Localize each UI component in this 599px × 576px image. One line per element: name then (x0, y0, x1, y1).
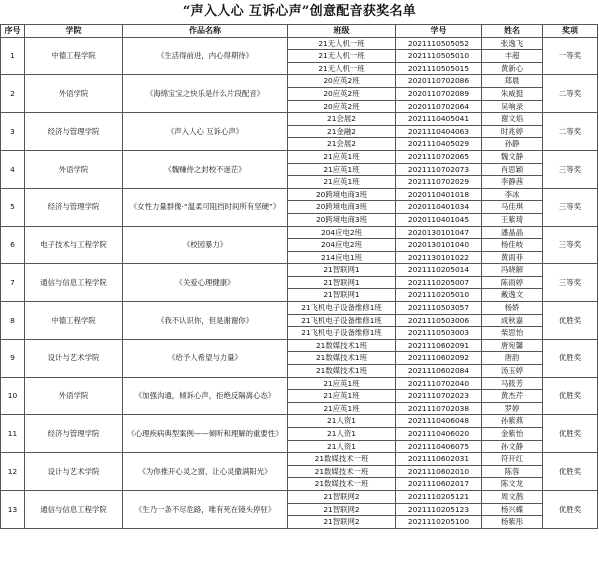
prize-cell: 二等奖 (543, 113, 598, 151)
student-name-cell: 杨兴蝶 (482, 503, 543, 516)
student-id-cell: 2021110205014 (396, 264, 482, 277)
prize-cell: 优胜奖 (543, 302, 598, 340)
entry-number: 8 (1, 302, 25, 340)
student-name-cell: 陈蓉 (482, 465, 543, 478)
class-cell: 21飞机电子设备维修1班 (288, 327, 396, 340)
class-cell: 21人资1 (288, 440, 396, 453)
work-title-cell: 《生乃一条不尽危路，唯有死在镜头停驻》 (123, 490, 288, 528)
header-cell-class: 班级 (288, 25, 396, 38)
student-name-cell: 成秋嘉 (482, 314, 543, 327)
student-id-cell: 2020110702089 (396, 87, 482, 100)
class-cell: 21数媒技术1班 (288, 352, 396, 365)
student-id-cell: 2020110401018 (396, 188, 482, 201)
table-body (1, 37, 598, 528)
student-id-cell: 2021110503006 (396, 314, 482, 327)
student-id-cell: 2020110702064 (396, 100, 482, 113)
class-cell: 214应电1班 (288, 251, 396, 264)
class-cell: 20应英2班 (288, 100, 396, 113)
student-name-cell: 黄雨菲 (482, 251, 543, 264)
class-cell: 21飞机电子设备维修1班 (288, 302, 396, 315)
work-title-cell: 《女性力量群像·“温柔可阻挡时间所有坚硬”》 (123, 188, 288, 226)
entry-number: 1 (1, 37, 25, 75)
prize-cell: 优胜奖 (543, 339, 598, 377)
work-title-cell: 《魏赚侍之封校不迷茫》 (123, 150, 288, 188)
student-name-cell: 丰超 (482, 50, 543, 63)
student-name-cell: 李静茜 (482, 176, 543, 189)
student-name-cell: 吴响录 (482, 100, 543, 113)
student-name-cell: 时兆婷 (482, 125, 543, 138)
class-cell: 21人资1 (288, 428, 396, 441)
table-row (1, 113, 598, 126)
work-title-cell: 《声入人心 互诉心声》 (123, 113, 288, 151)
student-name-cell: 戴逸文 (482, 289, 543, 302)
header-cell-prize: 奖项 (543, 25, 598, 38)
work-title-cell: 《关爱心理健康》 (123, 264, 288, 302)
table-row (1, 302, 598, 315)
student-name-cell: 唐宛馨 (482, 339, 543, 352)
class-cell: 21数媒技术一班 (288, 453, 396, 466)
student-id-cell: 2021110205121 (396, 490, 482, 503)
student-id-cell: 2021110702029 (396, 176, 482, 189)
table-row (1, 377, 598, 390)
college-cell: 外语学院 (25, 150, 123, 188)
prize-cell: 优胜奖 (543, 377, 598, 415)
class-cell: 21应英1班 (288, 150, 396, 163)
header-cell-name: 姓名 (482, 25, 543, 38)
college-cell: 通信与信息工程学院 (25, 264, 123, 302)
student-id-cell: 2021110505052 (396, 37, 482, 50)
class-cell: 20应英2班 (288, 75, 396, 88)
student-name-cell: 孙静 (482, 138, 543, 151)
student-id-cell: 2021110702073 (396, 163, 482, 176)
class-cell: 21会展2 (288, 113, 396, 126)
table-row (1, 150, 598, 163)
student-id-cell: 2021110602010 (396, 465, 482, 478)
student-name-cell: 王紫琦 (482, 213, 543, 226)
student-id-cell: 2021110404063 (396, 125, 482, 138)
student-name-cell: 肖思颖 (482, 163, 543, 176)
table-row (1, 226, 598, 239)
prize-cell: 二等奖 (543, 75, 598, 113)
student-name-cell: 马佳琪 (482, 201, 543, 214)
student-id-cell: 2021110205010 (396, 289, 482, 302)
table-row (1, 75, 598, 88)
table-row (1, 37, 598, 50)
student-id-cell: 2021110405041 (396, 113, 482, 126)
student-id-cell: 2021110602017 (396, 478, 482, 491)
prize-cell: 优胜奖 (543, 490, 598, 528)
header-cell-no: 序号 (1, 25, 25, 38)
student-name-cell: 柴思怡 (482, 327, 543, 340)
work-title-cell: 《为你推开心灵之窗，让心灵撒满阳光》 (123, 453, 288, 491)
award-table (0, 24, 598, 529)
entry-number: 11 (1, 415, 25, 453)
student-id-cell: 2021110702023 (396, 390, 482, 403)
student-id-cell: 2021110702065 (396, 150, 482, 163)
student-id-cell: 2021110205100 (396, 516, 482, 529)
work-title-cell: 《心理疾病典型案例——倾听和理解的重要性》 (123, 415, 288, 453)
student-name-cell: 周文鹊 (482, 490, 543, 503)
student-id-cell: 2021110406020 (396, 428, 482, 441)
entry-number: 5 (1, 188, 25, 226)
class-cell: 21金融2 (288, 125, 396, 138)
student-id-cell: 2021110602031 (396, 453, 482, 466)
student-name-cell: 汤玉婷 (482, 365, 543, 378)
college-cell: 外语学院 (25, 377, 123, 415)
student-id-cell: 2021110702040 (396, 377, 482, 390)
student-id-cell: 2021110406048 (396, 415, 482, 428)
class-cell: 21智联网2 (288, 490, 396, 503)
student-id-cell: 2021110602091 (396, 339, 482, 352)
class-cell: 21数媒技术一班 (288, 478, 396, 491)
header-cell-college: 学院 (25, 25, 123, 38)
student-name-cell: 冯晓解 (482, 264, 543, 277)
student-name-cell: 李冰 (482, 188, 543, 201)
class-cell: 21无人机一班 (288, 50, 396, 63)
class-cell: 20应英2班 (288, 87, 396, 100)
class-cell: 21无人机一班 (288, 62, 396, 75)
student-id-cell: 2021110503057 (396, 302, 482, 315)
college-cell: 通信与信息工程学院 (25, 490, 123, 528)
student-name-cell: 陈文龙 (482, 478, 543, 491)
work-title-cell: 《加强沟通，倾诉心声，拒绝反隔离心态》 (123, 377, 288, 415)
student-name-cell: 郑晨 (482, 75, 543, 88)
college-cell: 经济与管理学院 (25, 415, 123, 453)
class-cell: 21数媒技术一班 (288, 465, 396, 478)
class-cell: 21无人机一班 (288, 37, 396, 50)
class-cell: 20跨境电商3班 (288, 201, 396, 214)
entry-number: 3 (1, 113, 25, 151)
student-id-cell: 2021130101022 (396, 251, 482, 264)
class-cell: 21飞机电子设备维修1班 (288, 314, 396, 327)
prize-cell: 优胜奖 (543, 453, 598, 491)
student-name-cell: 陈雨婷 (482, 276, 543, 289)
table-row (1, 490, 598, 503)
work-title-cell: 《给予人希望与力量》 (123, 339, 288, 377)
class-cell: 204应电2班 (288, 239, 396, 252)
class-cell: 21数媒技术1班 (288, 339, 396, 352)
class-cell: 21智联网1 (288, 289, 396, 302)
student-name-cell: 潘晶晶 (482, 226, 543, 239)
table-row (1, 453, 598, 466)
college-cell: 电子技术与工程学院 (25, 226, 123, 264)
entry-number: 7 (1, 264, 25, 302)
table-row (1, 339, 598, 352)
college-cell: 设计与艺术学院 (25, 339, 123, 377)
student-id-cell: 2021110503003 (396, 327, 482, 340)
student-id-cell: 2021110406075 (396, 440, 482, 453)
student-id-cell: 2020110702086 (396, 75, 482, 88)
class-cell: 21应英1班 (288, 402, 396, 415)
prize-cell: 三等奖 (543, 188, 598, 226)
header-cell-work: 作品名称 (123, 25, 288, 38)
entry-number: 4 (1, 150, 25, 188)
student-id-cell: 2021110405029 (396, 138, 482, 151)
entry-number: 10 (1, 377, 25, 415)
college-cell: 经济与管理学院 (25, 113, 123, 151)
header-cell-student-id: 学号 (396, 25, 482, 38)
prize-cell: 三等奖 (543, 226, 598, 264)
entry-number: 6 (1, 226, 25, 264)
table-row (1, 188, 598, 201)
prize-cell: 一等奖 (543, 37, 598, 75)
student-id-cell: 2021110505015 (396, 62, 482, 75)
college-cell: 中德工程学院 (25, 302, 123, 340)
college-cell: 设计与艺术学院 (25, 453, 123, 491)
entry-number: 13 (1, 490, 25, 528)
class-cell: 21数媒技术1班 (288, 365, 396, 378)
student-name-cell: 金紫怡 (482, 428, 543, 441)
work-title-cell: 《海绵宝宝之快乐是什么片段配音》 (123, 75, 288, 113)
class-cell: 21应英1班 (288, 176, 396, 189)
prize-cell: 三等奖 (543, 264, 598, 302)
student-name-cell: 魏文静 (482, 150, 543, 163)
student-id-cell: 2021110602084 (396, 365, 482, 378)
work-title-cell: 《我不认识你，但是谢谢你》 (123, 302, 288, 340)
student-id-cell: 2021110702038 (396, 402, 482, 415)
work-title-cell: 《校园暴力》 (123, 226, 288, 264)
student-id-cell: 2020110401034 (396, 201, 482, 214)
student-name-cell: 黄新心 (482, 62, 543, 75)
prize-cell: 优胜奖 (543, 415, 598, 453)
student-id-cell: 2021110505010 (396, 50, 482, 63)
student-name-cell: 马筱芳 (482, 377, 543, 390)
class-cell: 21智联网2 (288, 516, 396, 529)
class-cell: 204应电2班 (288, 226, 396, 239)
class-cell: 21会展2 (288, 138, 396, 151)
student-name-cell: 谢文焰 (482, 113, 543, 126)
student-id-cell: 2020130101040 (396, 239, 482, 252)
student-name-cell: 唐韵 (482, 352, 543, 365)
student-id-cell: 2020110401045 (396, 213, 482, 226)
student-id-cell: 2020130101047 (396, 226, 482, 239)
class-cell: 20跨境电商3班 (288, 213, 396, 226)
college-cell: 中德工程学院 (25, 37, 123, 75)
class-cell: 20跨境电商3班 (288, 188, 396, 201)
class-cell: 21智联网2 (288, 503, 396, 516)
student-name-cell: 朱威挺 (482, 87, 543, 100)
student-name-cell: 符开红 (482, 453, 543, 466)
entry-number: 9 (1, 339, 25, 377)
class-cell: 21应英1班 (288, 163, 396, 176)
student-name-cell: 孙文静 (482, 440, 543, 453)
prize-cell: 三等奖 (543, 150, 598, 188)
class-cell: 21应英1班 (288, 377, 396, 390)
student-name-cell: 张逸飞 (482, 37, 543, 50)
header-row (1, 25, 598, 38)
student-id-cell: 2021110205123 (396, 503, 482, 516)
table-row (1, 415, 598, 428)
work-title-cell: 《生活得前进，内心得期待》 (123, 37, 288, 75)
class-cell: 21应英1班 (288, 390, 396, 403)
student-name-cell: 黄杰芹 (482, 390, 543, 403)
student-name-cell: 杨佳岐 (482, 239, 543, 252)
student-id-cell: 2021110602092 (396, 352, 482, 365)
student-name-cell: 杨娇 (482, 302, 543, 315)
student-name-cell: 罗婷 (482, 402, 543, 415)
class-cell: 21智联网1 (288, 276, 396, 289)
student-id-cell: 2021110205007 (396, 276, 482, 289)
class-cell: 21智联网1 (288, 264, 396, 277)
college-cell: 经济与管理学院 (25, 188, 123, 226)
class-cell: 21人资1 (288, 415, 396, 428)
entry-number: 12 (1, 453, 25, 491)
student-name-cell: 杨紫彤 (482, 516, 543, 529)
student-name-cell: 孙紫燕 (482, 415, 543, 428)
college-cell: 外语学院 (25, 75, 123, 113)
entry-number: 2 (1, 75, 25, 113)
document-title: “声入人心 互诉心声”创意配音获奖名单 (182, 4, 417, 19)
table-row (1, 264, 598, 277)
